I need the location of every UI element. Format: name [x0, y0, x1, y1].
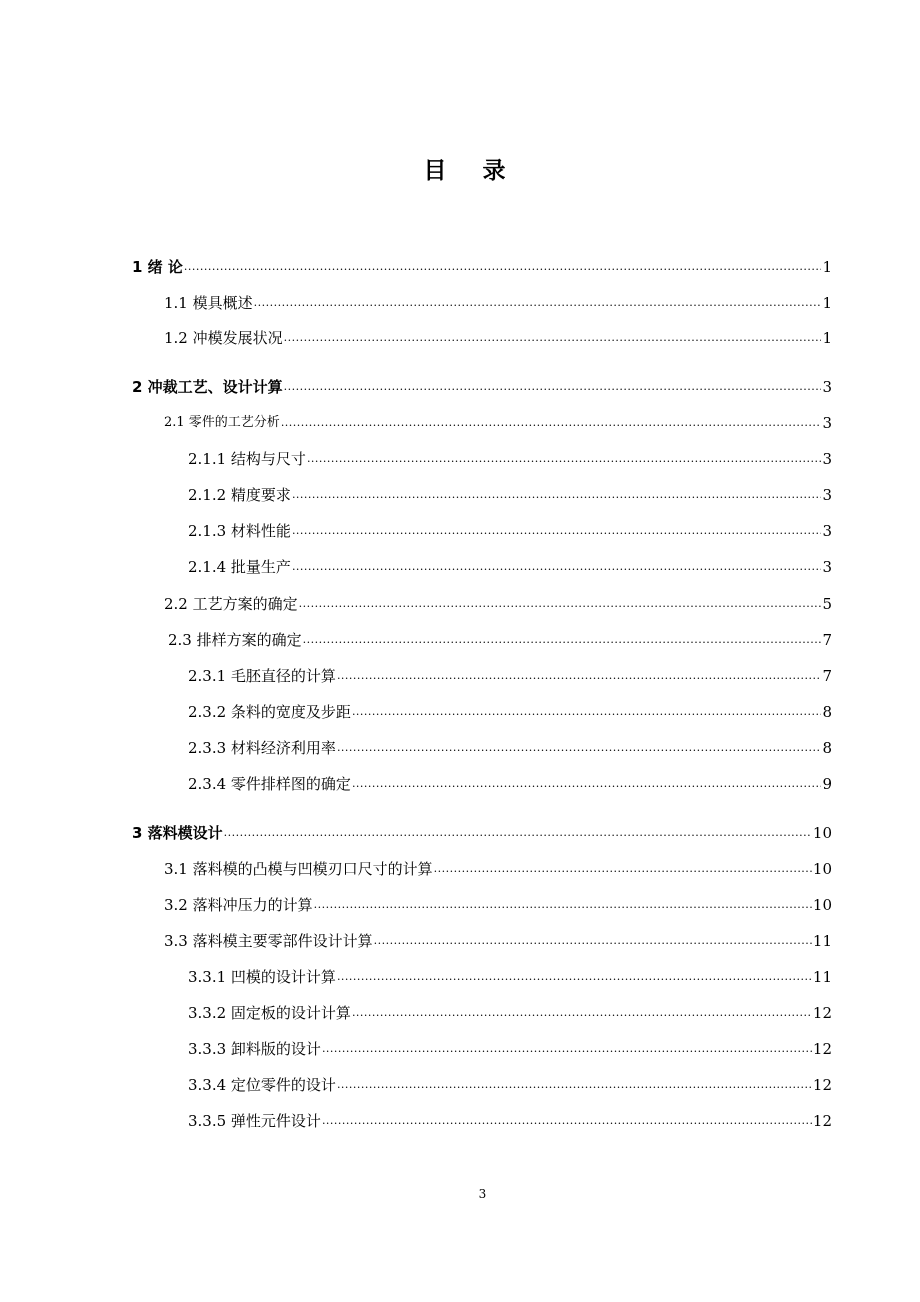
- toc-entry[interactable]: [132, 253, 832, 277]
- toc-entry-page: 1: [822, 329, 832, 347]
- toc-entry[interactable]: [188, 1035, 832, 1059]
- toc-entry-page: 12: [812, 1040, 832, 1058]
- toc-leader-dots: [299, 597, 822, 611]
- toc-entry-label: 3.3.3 卸料版的设计: [188, 1040, 321, 1058]
- toc-entry[interactable]: [188, 734, 832, 758]
- toc-entry-label: 1.2 冲模发展状况: [164, 329, 283, 347]
- toc-entry-page: 3: [822, 558, 832, 576]
- toc-entry-page: 11: [812, 932, 832, 950]
- toc-entry-label: 2.3.3 材料经济利用率: [188, 739, 336, 757]
- toc-leader-dots: [281, 416, 822, 430]
- toc-leader-dots: [292, 560, 822, 574]
- toc-entry-page: 10: [812, 896, 832, 914]
- toc-entry[interactable]: [164, 590, 832, 614]
- toc-leader-dots: [374, 934, 812, 948]
- toc-entry-label: 3.3 落料模主要零部件设计计算: [164, 932, 373, 950]
- toc-leader-dots: [337, 741, 822, 755]
- toc-leader-dots: [303, 633, 822, 647]
- toc-leader-dots: [284, 380, 822, 394]
- toc-leader-dots: [352, 705, 822, 719]
- toc-leader-dots: [352, 777, 822, 791]
- toc-entry-page: 12: [812, 1112, 832, 1130]
- toc-entry-label: 3.3.1 凹模的设计计算: [188, 968, 336, 986]
- toc-entry[interactable]: [164, 891, 832, 915]
- toc-leader-dots: [322, 1042, 812, 1056]
- toc-entry-page: 5: [822, 595, 832, 613]
- toc-leader-dots: [292, 488, 822, 502]
- toc-entry-page: 12: [812, 1004, 832, 1022]
- toc-leader-dots: [224, 826, 812, 840]
- toc-entry-page: 3: [822, 450, 832, 468]
- toc-entry-label: 2.1.2 精度要求: [188, 486, 291, 504]
- toc-entry-page: 7: [822, 667, 832, 685]
- toc-entry-label: 2.3.4 零件排样图的确定: [188, 775, 351, 793]
- toc-entry-label: 2.3.2 条料的宽度及步距: [188, 703, 351, 721]
- page-number: 3: [478, 1187, 487, 1201]
- toc-entry-label: 2.1.4 批量生产: [188, 558, 291, 576]
- toc-leader-dots: [322, 1114, 812, 1128]
- toc-entry-label: 3.3.2 固定板的设计计算: [188, 1004, 351, 1022]
- toc-entry-page: 3: [822, 522, 832, 540]
- toc-leader-dots: [292, 524, 822, 538]
- toc-leader-dots: [434, 862, 812, 876]
- toc-leader-dots: [337, 1078, 812, 1092]
- toc-entry[interactable]: [164, 927, 832, 951]
- toc-entry[interactable]: [168, 626, 832, 650]
- toc-entry-label: 2.1 零件的工艺分析: [164, 415, 280, 430]
- toc-entry[interactable]: [188, 662, 832, 686]
- toc-entry-page: 1: [822, 258, 832, 276]
- toc-entry[interactable]: [164, 289, 832, 313]
- toc-entry[interactable]: [188, 445, 832, 469]
- toc-entry-label: 2.1.3 材料性能: [188, 522, 291, 540]
- toc-leader-dots: [254, 296, 822, 310]
- toc-entry-page: 1: [822, 294, 832, 312]
- toc-entry[interactable]: [188, 770, 832, 794]
- toc-entry-label: 2 冲裁工艺、设计计算: [132, 378, 283, 396]
- toc-entry-page: 3: [822, 486, 832, 504]
- toc-leader-dots: [314, 898, 812, 912]
- toc-entry[interactable]: [188, 517, 832, 541]
- toc-entry[interactable]: [132, 819, 832, 843]
- toc-leader-dots: [337, 970, 812, 984]
- toc-entry-page: 3: [822, 414, 832, 432]
- toc-entry-label: 2.1.1 结构与尺寸: [188, 450, 306, 468]
- toc-entry-label: 2.2 工艺方案的确定: [164, 595, 298, 613]
- toc-entry[interactable]: [132, 373, 832, 397]
- toc-entry-page: 11: [812, 968, 832, 986]
- toc-entry-label: 1 绪 论: [132, 258, 183, 276]
- toc-entry-label: 3.3.4 定位零件的设计: [188, 1076, 336, 1094]
- toc-entry[interactable]: [164, 409, 832, 433]
- toc-entry[interactable]: [188, 963, 832, 987]
- toc-leader-dots: [352, 1006, 812, 1020]
- toc-entry-page: 8: [822, 703, 832, 721]
- toc-entry-label: 3 落料模设计: [132, 824, 223, 842]
- toc-entry[interactable]: [188, 698, 832, 722]
- toc-entry[interactable]: [188, 1071, 832, 1095]
- toc-entry[interactable]: [188, 999, 832, 1023]
- toc-entry-label: 3.2 落料冲压力的计算: [164, 896, 313, 914]
- page-title: 目录: [423, 158, 542, 184]
- toc-entry[interactable]: [188, 1107, 832, 1131]
- toc-entry-label: 3.3.5 弹性元件设计: [188, 1112, 321, 1130]
- toc-entry[interactable]: [188, 481, 832, 505]
- toc-entry-label: 3.1 落料模的凸模与凹模刃口尺寸的计算: [164, 860, 433, 878]
- toc-entry-page: 12: [812, 1076, 832, 1094]
- toc-entry[interactable]: [188, 553, 832, 577]
- toc-entry-page: 3: [822, 378, 832, 396]
- toc-entry-label: 2.3 排样方案的确定: [168, 631, 302, 649]
- toc-entry-page: 10: [812, 824, 832, 842]
- toc-entry-page: 7: [822, 631, 832, 649]
- toc-leader-dots: [284, 331, 822, 345]
- toc-entry-page: 9: [822, 775, 832, 793]
- toc-entry-label: 2.3.1 毛胚直径的计算: [188, 667, 336, 685]
- toc-leader-dots: [307, 452, 822, 466]
- toc-entry-label: 1.1 模具概述: [164, 294, 253, 312]
- toc-entry-page: 10: [812, 860, 832, 878]
- toc-entry[interactable]: [164, 324, 832, 348]
- toc-leader-dots: [184, 260, 822, 274]
- toc-entry-page: 8: [822, 739, 832, 757]
- toc-leader-dots: [337, 669, 822, 683]
- toc-entry[interactable]: [164, 855, 832, 879]
